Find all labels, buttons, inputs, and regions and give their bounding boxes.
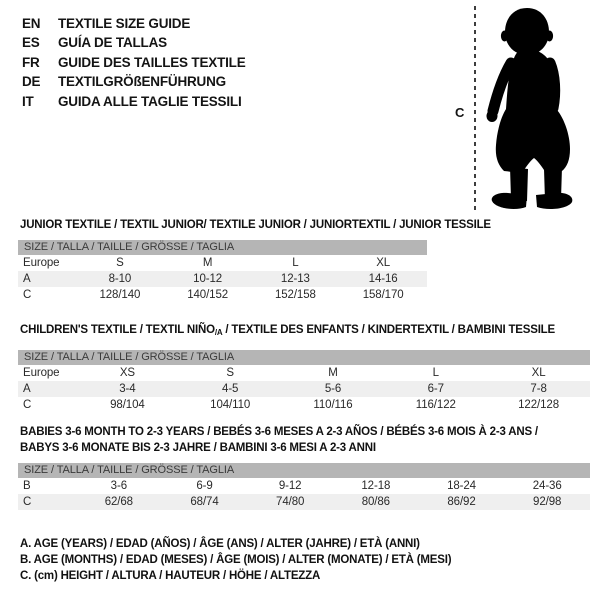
table-row: [18, 365, 590, 381]
section-title-line: [20, 440, 590, 456]
section-title-subscript: /A: [214, 328, 223, 337]
footnote-line: B. AGE (MONTHS) / EDAD (MESES) / ÂGE (MOIS) / ALTER (MONATE) / ETÀ (MESI): [20, 554, 452, 567]
cell-value: 62/68: [104, 496, 133, 508]
cell-value: L: [432, 367, 439, 379]
cell-value: 158/170: [362, 289, 404, 301]
table-rows: [18, 255, 427, 303]
language-guide-title: GUÍA DE TALLAS: [58, 35, 167, 51]
row-label: Europe: [23, 367, 60, 379]
size-table: [18, 350, 590, 413]
cell-value: 8-10: [108, 273, 132, 285]
size-table-section-children: [18, 322, 590, 413]
cell-value: 7-8: [530, 383, 547, 395]
cell-value: 12-13: [280, 273, 310, 285]
section-title: [18, 322, 590, 341]
cell-value: 74/80: [276, 496, 305, 508]
cell-value: 3-6: [110, 480, 127, 492]
cell-value: 116/122: [415, 399, 456, 411]
language-code: IT: [22, 93, 34, 109]
table-row: [18, 478, 590, 494]
table-row: [18, 287, 427, 303]
row-label: B: [23, 480, 31, 492]
row-label: C: [23, 496, 32, 508]
cell-value: 6-7: [427, 383, 444, 395]
language-guide-title: TEXTILGRÖßENFÜHRUNG: [58, 74, 226, 90]
cell-value: 12-18: [361, 480, 391, 492]
language-guide-row: [22, 92, 246, 111]
size-table-section-babies: [18, 424, 590, 510]
table-rows: [18, 365, 590, 413]
cell-value: S: [116, 257, 124, 269]
height-measure-label: C: [455, 105, 465, 120]
cell-value: 9-12: [278, 480, 302, 492]
language-code: FR: [22, 54, 40, 70]
cell-value: XL: [531, 367, 546, 379]
size-header-bar: SIZE / TALLA / TAILLE / GRÖSSE / TAGLIA: [18, 350, 590, 365]
cell-value: 122/128: [518, 399, 560, 411]
row-label: A: [23, 273, 31, 285]
section-title: [18, 424, 590, 456]
cell-value: 68/74: [190, 496, 219, 508]
section-title-text: BABIES 3-6 MONTH TO 2-3 YEARS / BEBÉS 3-6 MESES A 2-3 AÑOS / BÉBÉS 3-6 MOIS À 2-3 ANS /: [20, 426, 538, 438]
language-guide-row: [22, 53, 246, 72]
cell-value: 24-36: [532, 480, 562, 492]
cell-value: 128/140: [99, 289, 141, 301]
table-row: [18, 494, 590, 510]
language-guide-row: [22, 72, 246, 91]
size-header-bar: SIZE / TALLA / TAILLE / GRÖSSE / TAGLIA: [18, 463, 590, 478]
size-table-section-junior: [18, 217, 491, 303]
row-label: C: [23, 289, 32, 301]
cell-value: L: [292, 257, 299, 269]
language-guide-row: [22, 33, 246, 52]
section-title-text: CHILDREN'S TEXTILE / TEXTIL NIÑO: [20, 324, 215, 336]
cell-value: S: [226, 367, 234, 379]
size-table: [18, 463, 590, 510]
cell-value: 152/158: [274, 289, 316, 301]
cell-value: 110/116: [313, 399, 353, 411]
cell-value: 14-16: [368, 273, 398, 285]
baby-silhouette-icon: [484, 5, 596, 212]
table-row: [18, 397, 590, 413]
footnote-line: C. (cm) HEIGHT / ALTURA / HAUTEUR / HÖHE / ALTEZZA: [20, 570, 321, 583]
language-guide-title: GUIDA ALLE TAGLIE TESSILI: [58, 93, 242, 109]
row-label: C: [23, 399, 32, 411]
row-label: Europe: [23, 257, 60, 269]
cell-value: 140/152: [187, 289, 229, 301]
cell-value: 5-6: [324, 383, 342, 395]
table-row: [18, 271, 427, 287]
language-guide-row: [22, 14, 246, 33]
section-title-text: BABYS 3-6 MONATE BIS 2-3 JAHRE / BAMBINI 3-6 MESI A 2-3 ANNI: [20, 442, 376, 454]
cell-value: 80/86: [361, 496, 390, 508]
cell-value: 10-12: [193, 273, 223, 285]
height-dashed-line: [474, 6, 476, 212]
cell-value: 86/92: [447, 496, 476, 508]
cell-value: M: [202, 257, 213, 269]
cell-value: M: [328, 367, 338, 379]
row-label: A: [23, 383, 31, 395]
cell-value: 98/104: [110, 399, 145, 411]
cell-value: 92/98: [533, 496, 562, 508]
section-title-text: / TEXTILE DES ENFANTS / KINDERTEXTIL / BAMBINI TESSILE: [222, 324, 555, 336]
cell-value: XS: [119, 367, 135, 379]
language-code: EN: [22, 16, 41, 31]
footnote-line: A. AGE (YEARS) / EDAD (AÑOS) / ÂGE (ANS) / ALTER (JAHRE) / ETÀ (ANNI): [20, 538, 420, 550]
section-title-text: JUNIOR TEXTILE / TEXTIL JUNIOR/ TEXTILE JUNIOR / JUNIORTEXTIL / JUNIOR TESSILE: [20, 219, 491, 231]
section-title-line: [20, 424, 590, 440]
table-row: [18, 255, 427, 271]
cell-value: 3-4: [119, 383, 136, 395]
table-row: [18, 381, 590, 397]
table-rows: [18, 478, 590, 510]
language-code: DE: [22, 74, 41, 90]
language-code: ES: [22, 35, 40, 51]
cell-value: 6-9: [196, 480, 213, 492]
language-guide-title: TEXTILE SIZE GUIDE: [58, 16, 191, 31]
cell-value: 104/110: [210, 399, 251, 411]
language-guide-title: GUIDE DES TAILLES TEXTILE: [58, 54, 246, 70]
cell-value: 4-5: [222, 383, 239, 395]
cell-value: XL: [376, 257, 391, 269]
section-title: [18, 217, 491, 233]
size-header-bar: SIZE / TALLA / TAILLE / GRÖSSE / TAGLIA: [18, 240, 427, 255]
cell-value: 18-24: [447, 480, 476, 492]
footnotes-list: [20, 536, 451, 585]
section-title-line: [20, 322, 590, 341]
section-title-line: [20, 217, 491, 233]
language-guide-list: [22, 14, 246, 111]
size-table: [18, 240, 427, 303]
